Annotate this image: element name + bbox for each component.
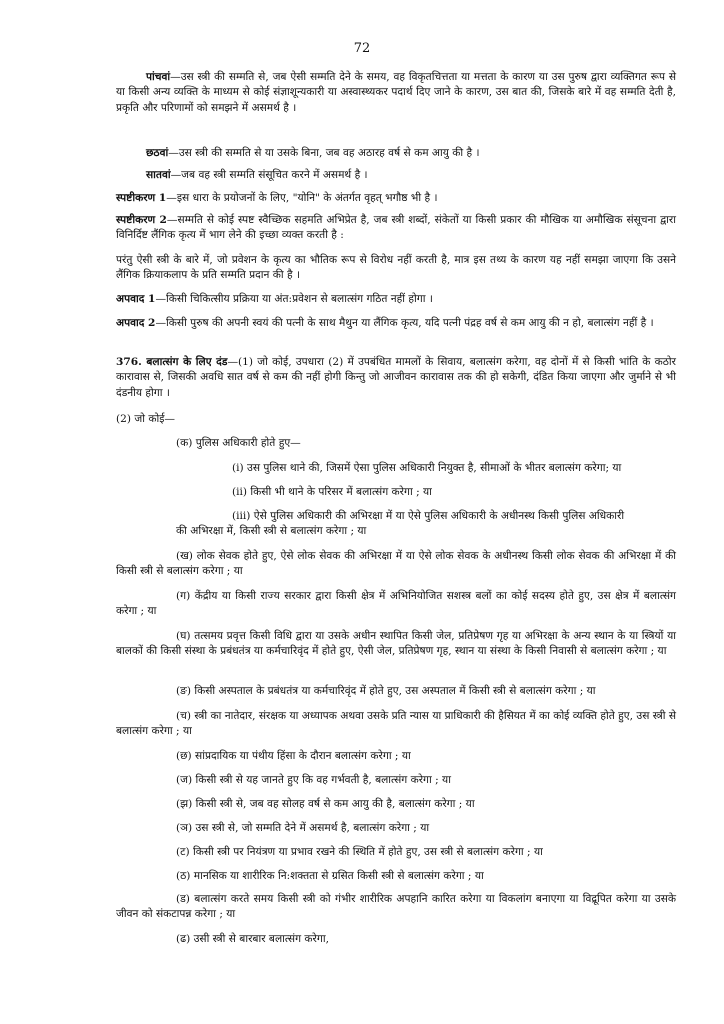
clause-seventh <box>116 168 676 183</box>
exception-2 <box>116 316 676 331</box>
clause-text: —उस स्त्री की सम्मति से, जब ऐसी सम्मति देने के समय, वह विकृतचित्तता या मत्तता के कारण या उस पुरुष द्वारा व्यक्तिगत रूप से या किसी अन्य व्यक्ति के माध्यम से कोई संज्ञाशून्यकारी या अस्वास्थ्यकर पदार्थ दिए जाने के कारण, उस बात की, जिसके बारे में वह सम्मति देती है, प्रकृति और परिणामों को समझने में असमर्थ है । <box>116 71 676 114</box>
clause-label: पांचवां <box>146 71 171 83</box>
clause-ka: (क) पुलिस अधिकारी होते हुए— <box>176 437 301 449</box>
clause-kha: (ख) लोक सेवक होते हुए, ऐसे लोक सेवक की अभिरक्षा में या ऐसे लोक सेवक के अधीनस्थ किसी लोक सेवक की अभिरक्षा में की किसी स्त्री से बलात्संग करेगा ; या <box>116 550 676 578</box>
clause-nga: (ङ) किसी अस्पताल के प्रबंधतंत्र या कर्मचारिवृंद में होते हुए, उस अस्पताल में किसी स्त्री से बलात्संग करेगा ; या <box>176 685 596 697</box>
explanation-label: स्पष्टीकरण 1 <box>116 192 167 204</box>
clause-tha: (ठ) मानसिक या शारीरिक नि:शक्तता से ग्रसित किसी स्त्री से बलात्संग करेगा ; या <box>176 870 484 882</box>
exception-label: अपवाद 2 <box>116 317 156 329</box>
clause-dha: (ढ) उसी स्त्री से बारबार बलात्संग करेगा, <box>176 933 329 945</box>
explanation-text: —इस धारा के प्रयोजनों के लिए, "योनि" के अंतर्गत वृहत् भगौष्ठ भी है । <box>166 192 438 204</box>
explanation-text: —सम्मति से कोई स्पष्ट स्वैच्छिक सहमति अभिप्रेत है, जब स्त्री शब्दों, संकेतों या किसी प्रकार की मौखिक या अमौखिक संसूचना द्वारा विनिर्दिष्ट लैंगिक कृत्य में भाग लेने की इच्छा व्यक्त करती है : <box>116 214 676 242</box>
clause-jha: (झ) किसी स्त्री से, जब वह सोलह वर्ष से कम आयु की है, बलात्संग करेगा ; या <box>176 798 475 810</box>
clause-label: सातवां <box>146 169 171 181</box>
clause-text: —उस स्त्री की सम्मति से या उसके बिना, जब वह अठारह वर्ष से कम आयु की है । <box>168 147 480 159</box>
section-heading: 376. बलात्संग के लिए दंड <box>116 356 228 368</box>
clause-sixth <box>116 146 676 161</box>
exception-text: —किसी पुरुष की अपनी स्वयं की पत्नी के साथ मैथुन या लैंगिक कृत्य, यदि पत्नी पंद्रह वर्ष से कम आयु की न हो, बलात्संग नहीं है । <box>155 317 654 329</box>
clause-cha: (च) स्त्री का नातेदार, संरक्षक या अध्यापक अथवा उसके प्रति न्यास या प्राधिकारी की हैसियत में का कोई व्यक्ति होते हुए, उस स्त्री से बलात्संग करेगा ; या <box>116 710 676 738</box>
proviso: परंतु ऐसी स्त्री के बारे में, जो प्रवेशन के कृत्य का भौतिक रूप से विरोध नहीं करती है, मात्र इस तथ्य के कारण यह नहीं समझा जाएगा कि उसने लैंगिक क्रियाकलाप के प्रति सम्मति प्रदान की है । <box>116 254 676 282</box>
exception-1 <box>116 292 676 307</box>
clause-gha: (घ) तत्समय प्रवृत्त किसी विधि द्वारा या उसके अधीन स्थापित किसी जेल, प्रतिप्रेषण गृह या अभिरक्षा के अन्य स्थान के या स्त्रियों या बालकों की किसी संस्था के प्रबंधतंत्र या कर्मचारिवृंद में होते हुए, ऐसी जेल, प्रतिप्रेषण गृह, स्थान या संस्था के किसी निवासी से बलात्संग करेगा ; या <box>116 630 676 658</box>
explanation-label: स्पष्टीकरण 2 <box>116 214 167 226</box>
clause-text: —जब वह स्त्री सम्मति संसूचित करने में असमर्थ है । <box>170 169 368 181</box>
clause-label: छठवां <box>146 147 169 159</box>
clause-da: (ड) बलात्संग करते समय किसी स्त्री को गंभीर शारीरिक अपहानि कारित करेगा या विकलांग बनाएगा या विद्रूपित करेगा या उसके जीवन को संकटापन्न करेगा ; या <box>116 893 676 921</box>
clause-ka-ii: (ii) किसी भी थाने के परिसर में बलात्संग करेगा ; या <box>232 486 432 498</box>
clause-ka-iii-line2: की अभिरक्षा में, किसी स्त्री से बलात्संग करेगा ; या <box>176 525 367 537</box>
explanation-2 <box>116 213 676 244</box>
clause-ta: (ट) किसी स्त्री पर नियंत्रण या प्रभाव रखने की स्थिति में होते हुए, उस स्त्री से बलात्संग करेगा ; या <box>176 846 543 858</box>
section-text: —(1) जो कोई, उपधारा (2) में उपबंधित मामलों के सिवाय, बलात्संग करेगा, वह दोनों में से किसी भांति के कठोर कारावास से, जिसकी अवधि सात वर्ष से कम की नहीं होगी किन्तु जो आजीवन कारावास तक की हो सकेगी, दंडित किया जाएगा और जुर्माने से भी दंडनीय होगा । <box>116 356 676 399</box>
exception-label: अपवाद 1 <box>116 293 156 305</box>
clause-ga: (ग) केंद्रीय या किसी राज्य सरकार द्वारा किसी क्षेत्र में अभिनियोजित सशस्त्र बलों का कोई सदस्य होते हुए, उस क्षेत्र में बलात्संग करेगा ; या <box>116 590 676 618</box>
clause-ka-iii-line1: (iii) ऐसे पुलिस अधिकारी की अभिरक्षा में या ऐसे पुलिस अधिकारी के अधीनस्थ किसी पुलिस अधिकारी <box>232 510 625 522</box>
exception-text: —किसी चिकित्सीय प्रक्रिया या अंत:प्रवेशन से बलात्संग गठित नहीं होगा । <box>155 293 433 305</box>
explanation-1 <box>116 191 676 206</box>
section-376 <box>116 355 676 401</box>
clause-nya: (ञ) उस स्त्री से, जो सम्मति देने में असमर्थ है, बलात्संग करेगा ; या <box>176 822 430 834</box>
page-number: 72 <box>353 41 371 56</box>
clause-ka-i: (i) उस पुलिस थाने की, जिसमें ऐसा पुलिस अधिकारी नियुक्त है, सीमाओं के भीतर बलात्संग करेगा; या <box>232 462 622 474</box>
clause-chha: (छ) सांप्रदायिक या पंथीय हिंसा के दौरान बलात्संग करेगा ; या <box>176 750 411 762</box>
subsection-2: (2) जो कोई— <box>116 413 176 425</box>
clause-ja: (ज) किसी स्त्री से यह जानते हुए कि वह गर्भवती है, बलात्संग करेगा ; या <box>176 774 451 786</box>
clause-fifth <box>116 70 676 116</box>
